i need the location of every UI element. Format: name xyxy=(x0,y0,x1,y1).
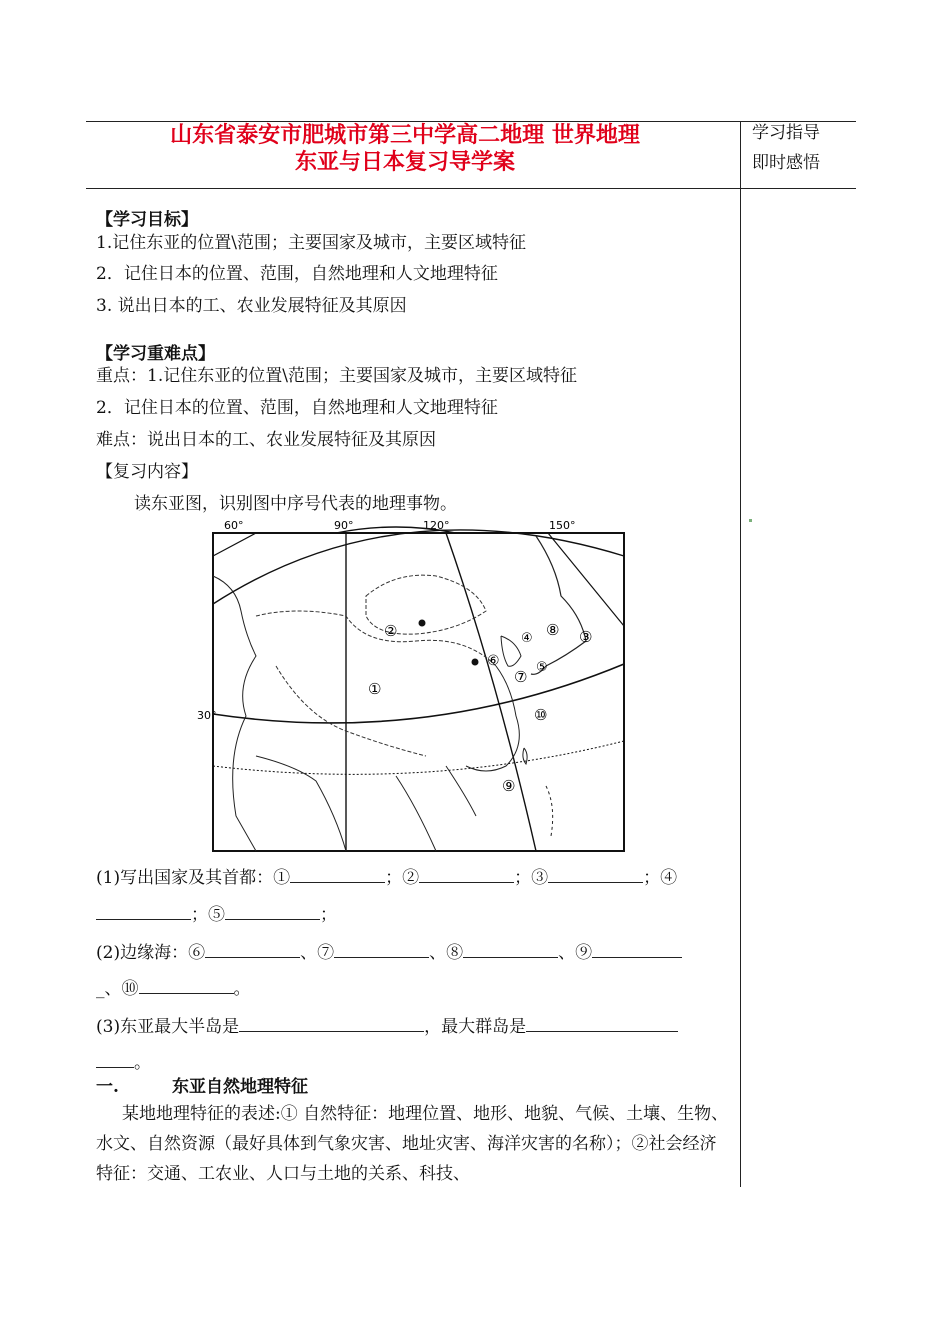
sidebar-line-2: 即时感悟 xyxy=(752,153,820,173)
document-title xyxy=(90,122,720,176)
map-marker-9: ⑨ xyxy=(502,777,516,795)
answer-blank[interactable] xyxy=(96,901,191,920)
map-marker-3: ③ xyxy=(579,628,593,646)
separator: _ xyxy=(96,979,105,999)
q2-mark-9: ⑨ xyxy=(575,943,593,963)
column-divider xyxy=(740,121,741,1187)
separator: 、 xyxy=(429,943,447,963)
graticule-arc xyxy=(213,530,624,604)
objectives-heading: 【学习目标】 xyxy=(96,210,198,230)
answer-blank[interactable] xyxy=(592,939,682,958)
section-1-number: 一. xyxy=(96,1077,119,1097)
question-2-line-1 xyxy=(96,938,682,963)
question-2-line-2 xyxy=(96,974,251,999)
separator: 。 xyxy=(134,1053,151,1073)
latitude-label: 30° xyxy=(197,709,217,722)
objective-item: 2．记住日本的位置、范围，自然地理和人文地理特征 xyxy=(96,264,498,284)
objective-item: 3. 说出日本的工、农业发展特征及其原因 xyxy=(96,296,407,316)
separator: 、 xyxy=(104,979,122,999)
india-coast xyxy=(256,756,346,851)
longitude-label: 60° xyxy=(224,519,244,532)
q1-mark-5: ⑤ xyxy=(208,905,225,925)
longitude-label: 120° xyxy=(423,519,450,532)
q1-mark-4: ④ xyxy=(660,868,678,888)
question-1-label: (1)写出国家及其首都： xyxy=(96,868,274,888)
answer-blank[interactable] xyxy=(225,901,320,920)
meridian-120 xyxy=(446,533,536,851)
title-line-1: 山东省泰安市肥城市第三中学高二地理 世界地理 xyxy=(170,122,640,148)
coastline xyxy=(213,576,256,851)
objective-item: 1.记住东亚的位置\范围；主要国家及城市，主要区域特征 xyxy=(96,233,526,253)
question-2-label: (2)边缘海： xyxy=(96,943,189,963)
keypoint-item: 重点：1.记住东亚的位置\范围；主要国家及城市，主要区域特征 xyxy=(96,366,577,386)
question-3-line-1 xyxy=(96,1012,678,1037)
answer-blank[interactable] xyxy=(334,939,429,958)
separator: ； xyxy=(320,905,337,925)
separator: ； xyxy=(191,905,208,925)
longitude-label: 150° xyxy=(549,519,576,532)
separator: 、 xyxy=(558,943,576,963)
q1-mark-2: ② xyxy=(402,868,420,888)
answer-blank[interactable] xyxy=(526,1013,678,1032)
meridian-60 xyxy=(213,533,256,556)
q1-mark-1: ① xyxy=(273,868,291,888)
answer-blank[interactable] xyxy=(205,939,300,958)
map-marker-10: ⑩ xyxy=(534,706,548,724)
tropic-line xyxy=(213,741,624,774)
question-3-label: (3)东亚最大半岛是 xyxy=(96,1017,240,1037)
separator: ； xyxy=(385,868,403,888)
title-line-2: 东亚与日本复习导学案 xyxy=(294,149,515,175)
separator: ； xyxy=(643,868,661,888)
answer-blank[interactable] xyxy=(463,939,558,958)
answer-blank[interactable] xyxy=(239,1013,424,1032)
keypoint-item: 难点：说出日本的工、农业发展特征及其原因 xyxy=(96,430,436,450)
keypoints-heading: 【学习重难点】 xyxy=(96,344,215,364)
q2-mark-8: ⑧ xyxy=(446,943,464,963)
separator: 。 xyxy=(233,979,251,999)
section-1-paragraph: 某地地理特征的表述:① 自然特征：地理位置、地形、地貌、气候、土壤、生物、水文、自然资源（最好具体到气象灾害、地址灾害、海洋灾害的名称）；②社会经济特征：交通、工农业、人口与土地的关系、科技、 xyxy=(96,1104,729,1184)
question-1-line-2 xyxy=(96,900,337,925)
capital-dot xyxy=(472,659,479,666)
map-marker-7: ⑦ xyxy=(514,668,528,686)
capital-dot xyxy=(419,620,426,627)
keypoint-item: 2．记住日本的位置、范围，自然地理和人文地理特征 xyxy=(96,398,498,418)
sidebar-line-1: 学习指导 xyxy=(752,123,820,143)
map-frame xyxy=(213,533,624,851)
answer-blank[interactable] xyxy=(96,1049,134,1068)
section-1-title: 东亚自然地理特征 xyxy=(172,1077,308,1097)
longitude-label: 90° xyxy=(334,519,354,532)
answer-blank[interactable] xyxy=(419,864,514,883)
separator: 、 xyxy=(300,943,318,963)
answer-blank[interactable] xyxy=(139,975,234,994)
philippines-islands xyxy=(546,786,553,836)
q2-mark-10: ⑩ xyxy=(121,979,139,999)
latitude-30-line xyxy=(213,664,624,723)
q1-mark-3: ③ xyxy=(531,868,549,888)
review-instruction: 读东亚图，识别图中序号代表的地理事物。 xyxy=(134,494,457,514)
question-3-mid: ，最大群岛是 xyxy=(424,1017,527,1037)
stray-dot xyxy=(749,519,752,522)
map-marker-8: ⑧ xyxy=(546,621,560,639)
q2-mark-7: ⑦ xyxy=(317,943,335,963)
question-1-line-1 xyxy=(96,863,677,888)
map-marker-6: ⑥ xyxy=(487,653,500,669)
answer-blank[interactable] xyxy=(290,864,385,883)
map-marker-1: ① xyxy=(368,680,382,698)
review-heading: 【复习内容】 xyxy=(96,462,198,482)
japan-islands xyxy=(531,536,586,674)
map-marker-4: ④ xyxy=(521,631,533,646)
question-3-line-2 xyxy=(96,1048,151,1073)
korea-peninsula xyxy=(501,636,521,666)
sidebar-header xyxy=(752,118,820,178)
map-marker-5: ⑤ xyxy=(536,660,548,675)
separator: ； xyxy=(514,868,532,888)
east-asia-map xyxy=(196,516,636,854)
q2-mark-6: ⑥ xyxy=(188,943,206,963)
meridian-150 xyxy=(548,533,624,626)
se-asia-coast xyxy=(396,766,476,851)
answer-blank[interactable] xyxy=(548,864,643,883)
map-marker-2: ② xyxy=(384,622,398,640)
